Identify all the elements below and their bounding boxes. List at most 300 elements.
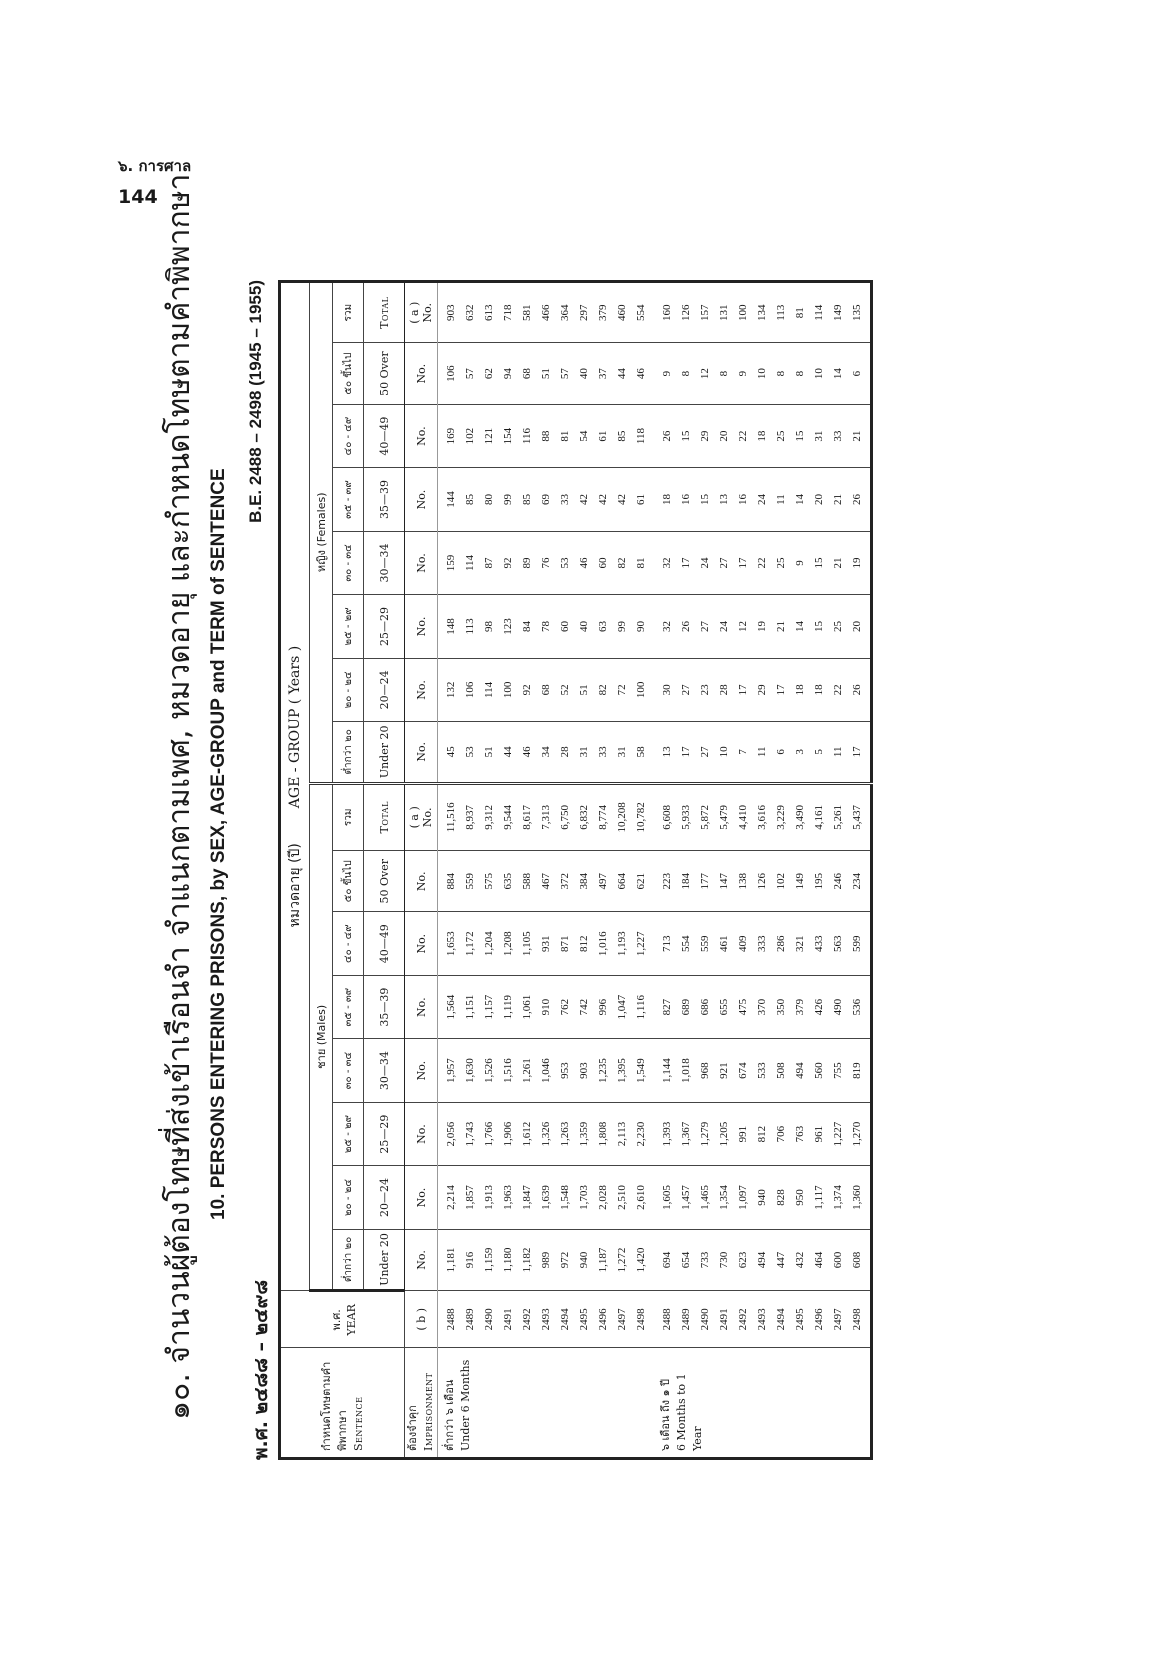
value-cell: 3,490 (794, 804, 806, 830)
value-cell: 635 (502, 873, 514, 890)
value-cell: 60 (559, 620, 571, 632)
value-cell: 4,410 (737, 804, 749, 830)
mark-a: ( a ) (408, 301, 421, 324)
year-column (438, 1291, 655, 1348)
value-cell: 13 (718, 494, 730, 506)
value-cell: 160 (661, 304, 673, 321)
value-cell: 3,229 (775, 804, 787, 830)
value-cell: 1,182 (521, 1247, 533, 1273)
value-cell: 1,193 (616, 931, 628, 957)
value-cell: 972 (559, 1251, 571, 1269)
value-cell: 1,367 (680, 1121, 692, 1147)
value-cell: 433 (813, 935, 825, 952)
males-value-column (654, 1039, 872, 1102)
year-cell: 2496 (597, 1308, 609, 1331)
value-cell: 5,479 (718, 804, 730, 830)
value-cell: 62 (483, 368, 495, 380)
value-cell: 1,326 (540, 1121, 552, 1147)
year-cell: 2490 (483, 1308, 495, 1331)
sentence-group-block (438, 282, 655, 1459)
value-cell: 461 (718, 935, 730, 952)
value-cell: 68 (521, 368, 533, 380)
value-cell: 100 (635, 681, 647, 699)
value-cell: 2,214 (445, 1185, 457, 1210)
value-cell: 26 (661, 430, 673, 442)
value-cell: 53 (559, 557, 571, 569)
value-cell: 44 (502, 746, 514, 758)
female-age-header-thai: ๒๕ - ๒๙ (333, 595, 364, 658)
male-age-header-english: 50 Over (364, 851, 405, 912)
value-cell: 9,544 (502, 804, 514, 830)
male-age-header-thai: ๕๐ ขึ้นไป (333, 851, 364, 912)
value-cell: 812 (756, 1125, 768, 1143)
value-cell: 559 (699, 935, 711, 952)
value-cell: 92 (521, 684, 533, 696)
value-cell: 3,616 (756, 804, 768, 830)
males-value-column (654, 1102, 872, 1165)
value-cell: 1,548 (559, 1185, 571, 1210)
male-age-header-english: 20—24 (364, 1166, 405, 1229)
value-cell: 85 (464, 494, 476, 506)
value-cell: 1,016 (597, 931, 609, 957)
value-cell: 29 (699, 430, 711, 442)
value-cell: 409 (737, 935, 749, 952)
value-cell: 10 (718, 746, 730, 758)
year-cell: 2490 (699, 1308, 711, 1331)
male-age-header-english: Total (364, 783, 405, 851)
value-cell: 144 (445, 491, 457, 508)
value-cell: 1,516 (502, 1058, 514, 1083)
value-cell: 447 (775, 1251, 787, 1269)
value-cell: 26 (851, 684, 863, 696)
year-cell: 2488 (445, 1308, 457, 1331)
year-cell: 2497 (832, 1308, 844, 1331)
value-cell: 1,913 (483, 1185, 495, 1210)
no-label: No. (405, 1166, 438, 1229)
value-cell: 608 (851, 1251, 863, 1269)
value-cell: 1,703 (578, 1185, 590, 1210)
value-cell: 106 (445, 365, 457, 382)
sentence-group-block (654, 282, 872, 1459)
value-cell: 1,279 (699, 1121, 711, 1147)
value-cell: 1,046 (540, 1058, 552, 1083)
value-cell: 223 (661, 873, 673, 890)
female-age-header-english: 40—49 (364, 404, 405, 467)
value-cell: 31 (616, 746, 628, 758)
year-cell: 2492 (737, 1308, 749, 1331)
value-cell: 114 (464, 554, 476, 572)
value-cell: 827 (661, 998, 673, 1016)
value-cell: 177 (699, 873, 711, 890)
value-cell: 58 (635, 746, 647, 758)
female-age-header-thai: รวม (333, 282, 364, 343)
females-value-column (654, 343, 872, 404)
female-age-header-thai: ๒๐ - ๒๔ (333, 658, 364, 721)
value-cell: 11,516 (445, 802, 457, 833)
value-cell: 114 (813, 304, 825, 321)
value-cell: 1,549 (635, 1058, 647, 1083)
value-cell: 364 (559, 304, 571, 321)
no-label: No. (405, 1039, 438, 1102)
value-cell: 1,119 (502, 995, 514, 1020)
year-cell: 2489 (680, 1308, 692, 1331)
value-cell: 147 (718, 873, 730, 890)
value-cell: 508 (775, 1062, 787, 1079)
value-cell: 464 (813, 1251, 825, 1269)
value-cell: 88 (540, 430, 552, 442)
value-cell: 22 (756, 557, 768, 569)
value-cell: 6,832 (578, 804, 590, 830)
males-value-column (654, 975, 872, 1038)
year-cell: 2491 (718, 1308, 730, 1331)
value-cell: 664 (616, 873, 628, 890)
value-cell: 24 (756, 494, 768, 506)
male-age-header-thai: ๒๕ - ๒๙ (333, 1102, 364, 1165)
value-cell: 1,187 (597, 1247, 609, 1273)
value-cell: 1,395 (616, 1058, 628, 1083)
value-cell: 60 (597, 557, 609, 569)
value-cell: 297 (578, 304, 590, 321)
females-value-column (654, 468, 872, 531)
females-value-column (654, 282, 872, 343)
header-males: ชาย (Males) (310, 783, 333, 1291)
value-cell: 903 (578, 1062, 590, 1079)
no-label: No. (405, 851, 438, 912)
no-label: No. (405, 722, 438, 783)
value-cell: 17 (680, 746, 692, 758)
value-cell: 16 (737, 494, 749, 506)
value-cell: 2,510 (616, 1185, 628, 1210)
value-cell: 1,465 (699, 1185, 711, 1210)
value-cell: 2,056 (445, 1121, 457, 1147)
value-cell: 63 (597, 620, 609, 632)
value-cell: 1,639 (540, 1185, 552, 1210)
value-cell: 113 (775, 304, 787, 321)
value-cell: 118 (635, 428, 647, 445)
value-cell: 953 (559, 1062, 571, 1079)
value-cell: 1,159 (483, 1247, 495, 1273)
females-value-column (654, 531, 872, 594)
page-number: 144 (118, 186, 158, 208)
value-cell: 10 (813, 368, 825, 380)
value-cell: 1,457 (680, 1185, 692, 1210)
male-age-header-thai: ๔๐ - ๔๙ (333, 912, 364, 975)
value-cell: 694 (661, 1251, 673, 1269)
value-cell: 600 (832, 1251, 844, 1269)
value-cell: 1,061 (521, 994, 533, 1020)
value-cell: 102 (464, 427, 476, 445)
value-cell: 968 (699, 1062, 711, 1079)
males-value-column (438, 1166, 655, 1229)
value-cell: 5,437 (851, 804, 863, 830)
value-cell: 40 (578, 368, 590, 380)
female-age-header-english: 35—39 (364, 468, 405, 531)
value-cell: 613 (483, 304, 495, 321)
sentence-group-label: ต่ำกว่า ๖ เดือน Under 6 Months (438, 1348, 655, 1459)
value-cell: 686 (699, 998, 711, 1016)
value-cell: 149 (794, 873, 806, 890)
value-cell: 762 (559, 998, 571, 1016)
value-cell: 18 (661, 494, 673, 506)
value-cell: 17 (851, 746, 863, 758)
value-cell: 82 (616, 557, 628, 569)
value-cell: 18 (813, 684, 825, 696)
value-cell: 94 (502, 368, 514, 380)
females-value-column (654, 404, 872, 467)
value-cell: 15 (794, 430, 806, 442)
value-cell: 17 (737, 557, 749, 569)
females-value-column (438, 343, 655, 404)
statistics-table (278, 280, 873, 1460)
value-cell: 131 (718, 304, 730, 321)
value-cell: 755 (832, 1062, 844, 1079)
value-cell: 53 (464, 746, 476, 758)
value-cell: 494 (794, 1062, 806, 1079)
female-age-header-thai: ๓๐ - ๓๔ (333, 531, 364, 594)
value-cell: 1,359 (578, 1121, 590, 1147)
value-cell: 44 (616, 368, 628, 380)
no-label: No. (405, 468, 438, 531)
no-label: No. (405, 1229, 438, 1290)
no-label (405, 783, 438, 851)
value-cell: 1,172 (464, 931, 476, 957)
value-cell: 16 (680, 494, 692, 506)
male-age-header-english: 40—49 (364, 912, 405, 975)
value-cell: 350 (775, 998, 787, 1016)
value-cell: 742 (578, 998, 590, 1016)
male-age-header-thai: ๒๐ - ๒๔ (333, 1166, 364, 1229)
value-cell: 1,018 (680, 1058, 692, 1083)
year-cell: 2493 (540, 1308, 552, 1331)
value-cell: 372 (559, 873, 571, 890)
value-cell: 31 (578, 746, 590, 758)
value-cell: 940 (578, 1251, 590, 1269)
value-cell: 9 (661, 370, 673, 377)
value-cell: 54 (578, 430, 590, 442)
female-age-header-thai: ๕๐ ขึ้นไป (333, 343, 364, 404)
value-cell: 30 (661, 684, 673, 696)
females-value-column (438, 531, 655, 594)
female-age-header-english: 25—29 (364, 595, 405, 658)
year-cell: 2498 (635, 1308, 647, 1331)
value-cell: 812 (578, 935, 590, 952)
value-cell: 90 (635, 620, 647, 632)
value-cell: 19 (851, 557, 863, 569)
value-cell: 1,151 (464, 994, 476, 1020)
value-cell: 718 (502, 304, 514, 321)
females-value-column (438, 658, 655, 721)
value-cell: 497 (597, 873, 609, 890)
value-cell: 384 (578, 873, 590, 890)
value-cell: 37 (597, 368, 609, 380)
value-cell: 68 (540, 684, 552, 696)
value-cell: 80 (483, 494, 495, 506)
year-cell: 2495 (578, 1308, 590, 1331)
value-cell: 706 (775, 1125, 787, 1143)
value-cell: 18 (756, 430, 768, 442)
value-cell: 21 (832, 557, 844, 569)
males-value-column (438, 783, 655, 851)
value-cell: 1,272 (616, 1247, 628, 1273)
males-value-column (654, 851, 872, 912)
value-cell: 1,957 (445, 1058, 457, 1083)
value-cell: 1,116 (635, 995, 647, 1020)
value-cell: 42 (616, 494, 628, 506)
year-cell: 2489 (464, 1308, 476, 1331)
value-cell: 29 (756, 684, 768, 696)
value-cell: 10,782 (635, 802, 647, 833)
value-cell: 8,774 (597, 804, 609, 830)
value-cell: 1,653 (445, 931, 457, 957)
value-cell: 5 (813, 749, 825, 755)
value-cell: 61 (597, 430, 609, 442)
value-cell: 9 (794, 560, 806, 566)
running-head: ๖. การศาล (118, 157, 192, 175)
year-cell: 2493 (756, 1308, 768, 1331)
male-age-header-english: 25—29 (364, 1102, 405, 1165)
value-cell: 20 (813, 494, 825, 506)
value-cell: 234 (851, 873, 863, 890)
female-age-header-english: 50 Over (364, 343, 405, 404)
value-cell: 713 (661, 935, 673, 952)
no-text: No. (421, 807, 434, 828)
value-cell: 92 (502, 557, 514, 569)
value-cell: 69 (540, 494, 552, 506)
value-cell: 1,360 (851, 1185, 863, 1210)
value-cell: 78 (540, 620, 552, 632)
value-cell: 14 (794, 620, 806, 632)
value-cell: 733 (699, 1251, 711, 1269)
value-cell: 2,610 (635, 1185, 647, 1210)
value-cell: 12 (699, 368, 711, 380)
value-cell: 563 (832, 935, 844, 952)
value-cell: 588 (521, 873, 533, 890)
years-thai: พ.ศ. ๒๔๘๘ – ๒๔๙๘ (250, 1279, 272, 1460)
mark-a: ( a ) (408, 806, 421, 829)
value-cell: 195 (813, 873, 825, 890)
value-cell: 8,937 (464, 804, 476, 830)
value-cell: 18 (794, 684, 806, 696)
value-cell: 20 (718, 430, 730, 442)
value-cell: 15 (813, 557, 825, 569)
value-cell: 8 (718, 370, 730, 377)
value-cell: 11 (775, 494, 787, 505)
value-cell: 98 (483, 620, 495, 632)
value-cell: 1,117 (813, 1185, 825, 1210)
value-cell: 27 (699, 746, 711, 758)
value-cell: 426 (813, 998, 825, 1016)
value-cell: 61 (635, 494, 647, 506)
male-age-header-thai: รวม (333, 783, 364, 851)
value-cell: 321 (794, 935, 806, 952)
value-cell: 536 (851, 998, 863, 1016)
title-thai: ๑๐. จำนวนผู้ต้องโทษที่ส่งเข้าเรือนจำ จำแนกตามเพศ, หมวดอายุ และกำหนดโทษตามคำพิพากษา (162, 173, 197, 1420)
males-value-column (654, 1166, 872, 1229)
no-label: No. (405, 1102, 438, 1165)
value-cell: 1,097 (737, 1185, 749, 1210)
value-cell: 28 (559, 746, 571, 758)
value-cell: 490 (832, 998, 844, 1016)
value-cell: 991 (737, 1125, 749, 1143)
value-cell: 1,227 (635, 931, 647, 957)
value-cell: 113 (464, 618, 476, 635)
value-cell: 84 (521, 620, 533, 632)
value-cell: 135 (851, 304, 863, 321)
value-cell: 26 (851, 494, 863, 506)
males-value-column (654, 783, 872, 851)
rotated-table-sheet (160, 173, 920, 1460)
value-cell: 1,261 (521, 1058, 533, 1083)
value-cell: 184 (680, 873, 692, 890)
no-label: No. (405, 531, 438, 594)
value-cell: 623 (737, 1251, 749, 1269)
value-cell: 28 (718, 684, 730, 696)
value-cell: 116 (521, 428, 533, 445)
value-cell: 1,906 (502, 1121, 514, 1147)
value-cell: 1,630 (464, 1058, 476, 1083)
value-cell: 1,263 (559, 1121, 571, 1147)
value-cell: 575 (483, 873, 495, 890)
value-cell: 14 (794, 494, 806, 506)
value-cell: 10 (756, 368, 768, 380)
value-cell: 33 (597, 746, 609, 758)
value-cell: 689 (680, 998, 692, 1016)
value-cell: 599 (851, 935, 863, 952)
value-cell: 123 (502, 618, 514, 635)
value-cell: 1,181 (445, 1247, 457, 1273)
value-cell: 961 (813, 1125, 825, 1143)
value-cell: 940 (756, 1189, 768, 1206)
value-cell: 22 (737, 430, 749, 442)
value-cell: 654 (680, 1251, 692, 1269)
value-cell: 32 (661, 620, 673, 632)
value-cell: 655 (718, 998, 730, 1016)
value-cell: 467 (540, 873, 552, 890)
year-cell: 2498 (851, 1308, 863, 1331)
males-value-column (438, 1229, 655, 1290)
value-cell: 6,750 (559, 804, 571, 830)
value-cell: 121 (483, 427, 495, 445)
value-cell: 333 (756, 935, 768, 952)
value-cell: 15 (699, 494, 711, 506)
value-cell: 6 (775, 749, 787, 755)
value-cell: 42 (597, 494, 609, 506)
value-cell: 1,374 (832, 1185, 844, 1210)
value-cell: 3 (794, 749, 806, 755)
value-cell: 148 (445, 618, 457, 635)
value-cell: 828 (775, 1189, 787, 1206)
value-cell: 26 (680, 620, 692, 632)
value-cell: 5,872 (699, 804, 711, 830)
males-value-column (654, 912, 872, 975)
value-cell: 23 (699, 684, 711, 696)
value-cell: 1,526 (483, 1058, 495, 1083)
year-cell: 2494 (775, 1308, 787, 1331)
value-cell: 871 (559, 935, 571, 952)
value-cell: 51 (483, 746, 495, 758)
value-cell: 996 (597, 998, 609, 1016)
no-label: No. (405, 975, 438, 1038)
value-cell: 1,208 (502, 931, 514, 957)
value-cell: 1,270 (851, 1121, 863, 1147)
no-label: No. (405, 658, 438, 721)
value-cell: 884 (445, 873, 457, 890)
value-cell: 27 (699, 620, 711, 632)
value-cell: 621 (635, 873, 647, 890)
female-age-header-english: 20—24 (364, 658, 405, 721)
male-age-header-english: 30—34 (364, 1039, 405, 1102)
value-cell: 100 (737, 304, 749, 321)
